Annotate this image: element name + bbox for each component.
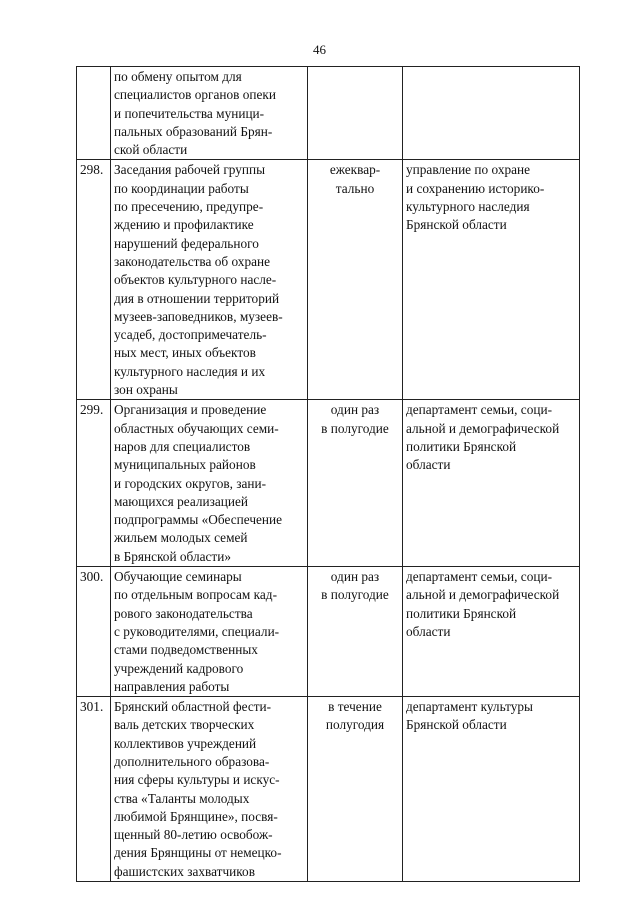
event-line: Заседания рабочей группы (114, 162, 266, 178)
table-row (77, 567, 580, 697)
event-line: областных обучающих семи- (114, 420, 279, 436)
table-row (77, 160, 580, 400)
row-number-cell (77, 697, 111, 882)
event-line: дополнительного образова- (114, 753, 270, 769)
row-number: 298. (80, 162, 104, 178)
term-line: полугодия (325, 717, 385, 733)
event-line: ждению и профилактике (114, 217, 254, 233)
event-line: направления работы (114, 678, 230, 694)
event-line: законодательства об охране (114, 253, 271, 269)
term-line: в полугодие (321, 587, 389, 603)
event-cell (111, 400, 308, 567)
event-line: ства «Таланты молодых (114, 790, 250, 806)
responsible-line: Брянской области (406, 717, 507, 733)
event-line: нарушений федерального (114, 235, 259, 251)
row-number: 299. (80, 402, 104, 418)
event-cell (111, 67, 308, 160)
term-cell (308, 567, 403, 697)
responsible-line: политики Брянской (406, 605, 517, 621)
row-number: 301. (80, 699, 104, 715)
event-line: ных мест, иных объектов (114, 345, 256, 361)
row-number-cell (77, 400, 111, 567)
plan-table (76, 66, 580, 882)
event-cell (111, 567, 308, 697)
event-line: культурного наследия и их (114, 363, 266, 379)
term-line: тально (335, 180, 375, 196)
event-line: подпрограммы «Обеспечение (114, 512, 283, 528)
row-number-cell (77, 567, 111, 697)
term-line: один раз (330, 402, 380, 418)
responsible-line: альной и демографической (406, 420, 560, 436)
event-line: Брянский областной фести- (114, 699, 272, 715)
event-cell (111, 697, 308, 882)
event-line: жильем молодых семей (114, 530, 248, 546)
responsible-line: и сохранению историко- (406, 180, 545, 196)
term-line: один раз (330, 569, 380, 585)
event-line: музеев-заповедников, музеев- (114, 308, 283, 324)
event-line: рового законодательства (114, 605, 253, 621)
event-line: зон охраны (114, 382, 178, 398)
term-line: в течение (328, 699, 382, 715)
event-line: стами подведомственных (114, 642, 258, 658)
responsible-line: департамент семьи, соци- (406, 402, 553, 418)
event-line: и городских округов, зани- (114, 475, 267, 491)
table-row (77, 697, 580, 882)
responsible-cell (403, 697, 580, 882)
page-number: 46 (313, 42, 326, 57)
event-line: муниципальных районов (114, 457, 256, 473)
event-line: учреждений кадрового (114, 660, 244, 676)
responsible-cell (403, 400, 580, 567)
row-number-cell (77, 67, 111, 160)
responsible-line: культурного наследия (406, 199, 530, 215)
responsible-cell (403, 67, 580, 160)
event-line: пальных образований Брян- (114, 123, 273, 139)
event-line: по координации работы (114, 180, 249, 196)
responsible-line: политики Брянской (406, 438, 517, 454)
event-line: любимой Брянщине», посвя- (114, 808, 278, 824)
term-cell (308, 697, 403, 882)
responsible-line: департамент культуры (406, 699, 533, 715)
event-line: с руководителями, специали- (114, 623, 280, 639)
term-cell (308, 67, 403, 160)
event-line: ской области (114, 142, 188, 158)
term-line: ежеквар- (329, 162, 381, 178)
event-line: мающихся реализацией (114, 493, 249, 509)
event-line: по отдельным вопросам кад- (114, 587, 277, 603)
event-line: в Брянской области» (114, 548, 231, 564)
responsible-cell (403, 567, 580, 697)
event-line: наров для специалистов (114, 438, 251, 454)
event-line: ния сферы культуры и искус- (114, 772, 280, 788)
term-line: в полугодие (321, 420, 389, 436)
event-line: щенный 80-летию освобож- (114, 827, 273, 843)
responsible-line: Брянской области (406, 217, 507, 233)
event-line: дия в отношении территорий (114, 290, 280, 306)
event-line: объектов культурного насле- (114, 272, 277, 288)
event-line: по обмену опытом для (114, 69, 242, 84)
event-line: валь детских творческих (114, 717, 255, 733)
event-line: коллективов учреждений (114, 735, 257, 751)
responsible-line: управление по охране (406, 162, 531, 178)
responsible-line: области (406, 457, 451, 473)
event-line: Организация и проведение (114, 402, 267, 418)
term-cell (308, 160, 403, 400)
event-line: усадеб, достопримечатель- (114, 327, 267, 343)
row-number: 300. (80, 569, 104, 585)
responsible-cell (403, 160, 580, 400)
event-line: по пресечению, предупре- (114, 199, 264, 215)
row-number-cell (77, 160, 111, 400)
table-row (77, 400, 580, 567)
event-cell (111, 160, 308, 400)
plan-table-body (77, 67, 580, 882)
event-line: дения Брянщины от немецко- (114, 845, 282, 861)
event-line: фашистских захватчиков (114, 863, 255, 879)
table-row (77, 67, 580, 160)
responsible-line: альной и демографической (406, 587, 560, 603)
responsible-line: области (406, 623, 451, 639)
responsible-line: департамент семьи, соци- (406, 569, 553, 585)
event-line: и попечительства муници- (114, 105, 265, 121)
event-line: Обучающие семинары (114, 569, 242, 585)
event-line: специалистов органов опеки (114, 87, 276, 103)
term-cell (308, 400, 403, 567)
